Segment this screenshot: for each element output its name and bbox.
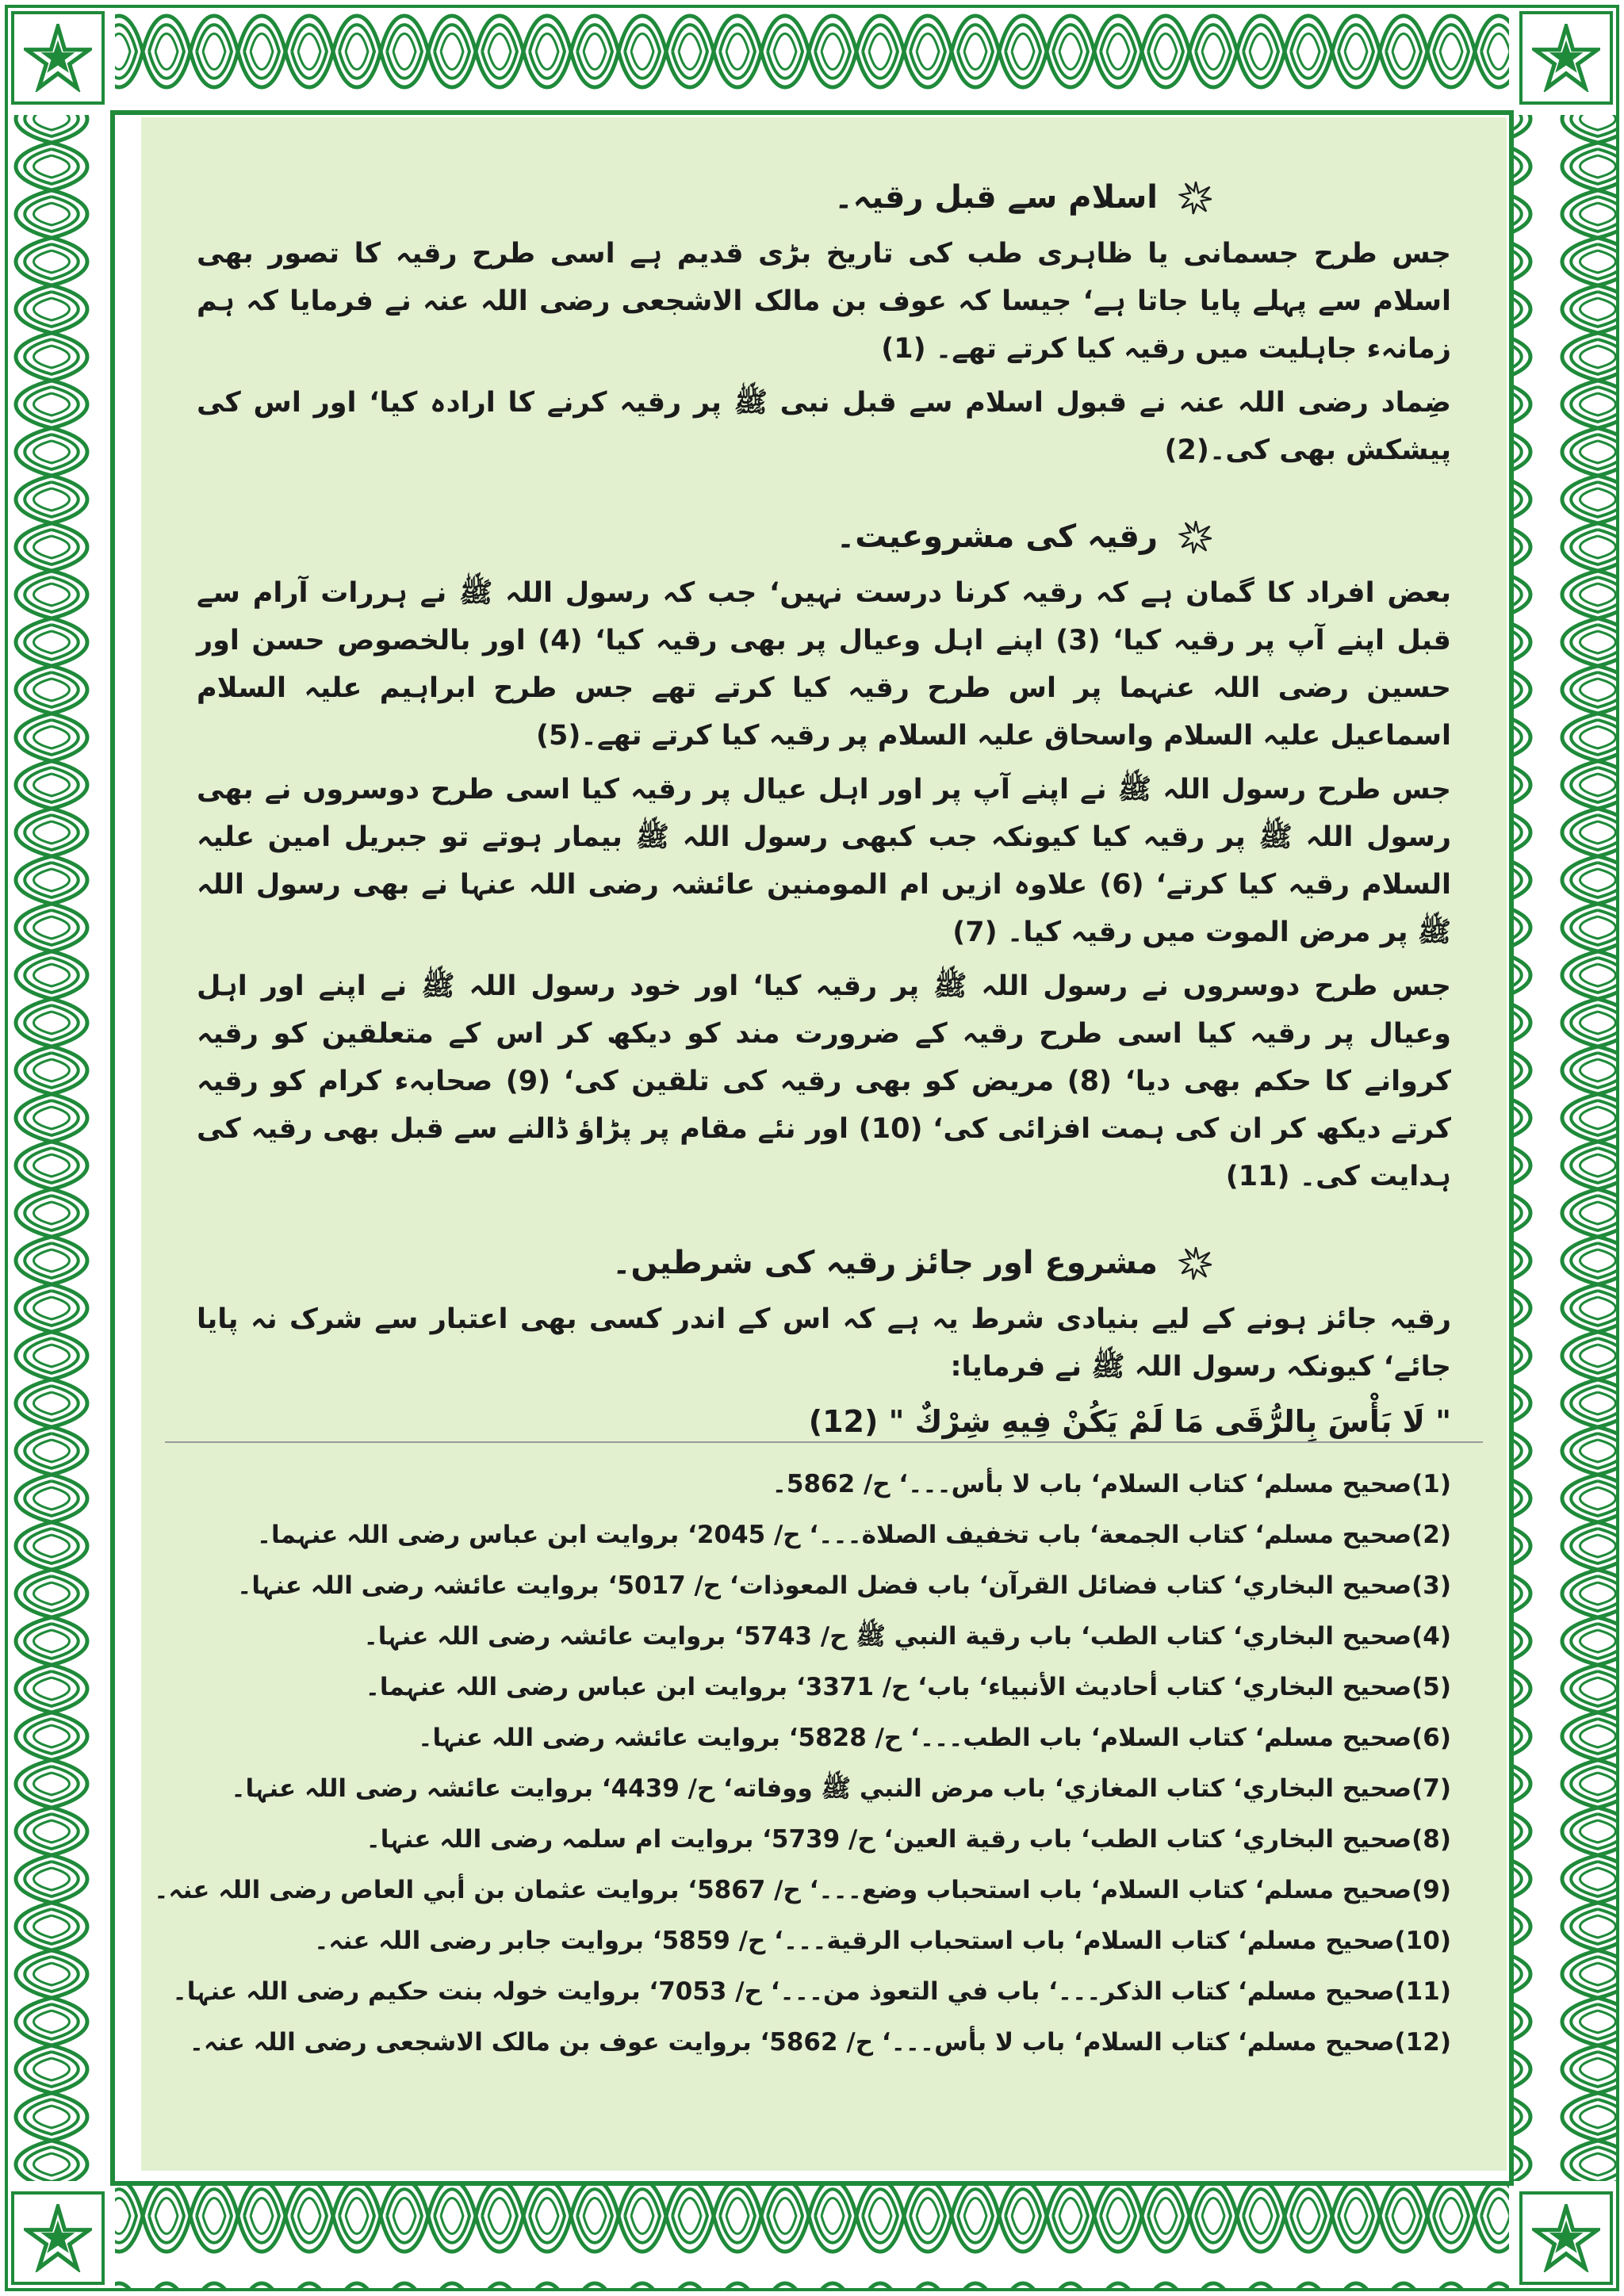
footnote-divider bbox=[165, 1441, 1483, 1443]
paragraph: جس طرح دوسروں نے رسول اللہ ﷺ پر رقیہ کیا‘ اور خود رسول اللہ ﷺ نے اپنے اور اہل وعیال پر رقیہ کیا اسی طرح رقیہ کے ضرورت مند کو دیکھ کر اس کے متعلقین کو رقیہ کروانے کا حکم بھی دیا‘ (8) مریض کو بھی رقیہ کی تلقین کی‘ (9) صحابہء کرام کو رقیہ کرتے دیکھ کر ان کی ہمت افزائی کی‘ (10) اور نئے مقام پر پڑاؤ ڈالنے سے قبل بھی رقیہ کی ہدایت کی۔ (11) bbox=[197, 970, 1451, 1192]
heading-text: اسلام سے قبل رقیہ۔ bbox=[834, 179, 1158, 216]
heading-text: مشروع اور جائز رقیہ کی شرطیں۔ bbox=[612, 1245, 1158, 1281]
sparkle-star-icon bbox=[1178, 1246, 1213, 1280]
section-heading bbox=[197, 519, 1213, 555]
reference-item bbox=[197, 1662, 1451, 1712]
reference-text: صحیح مسلم‘ کتاب الذکر۔۔۔‘ باب في التعوذ من۔۔۔‘ ح/ 7053‘ بروایت خولہ بنت حکیم رضی اللہ عنہا۔ bbox=[172, 1977, 1395, 2006]
reference-number: (3) bbox=[1411, 1571, 1451, 1600]
section-heading bbox=[197, 1245, 1213, 1281]
reference-number: (5) bbox=[1411, 1673, 1451, 1701]
reference-text: صحیح مسلم‘ کتاب السلام‘ باب الطب۔۔۔‘ ح/ 5828‘ بروایت عائشہ رضی اللہ عنہا۔ bbox=[418, 1724, 1412, 1752]
corner-star-icon bbox=[1519, 2191, 1613, 2285]
section-legitimacy bbox=[197, 519, 1451, 1200]
reference-text: صحیح مسلم‘ کتاب السلام‘ باب لا بأس۔۔۔‘ ح/ 5862۔ bbox=[772, 1470, 1412, 1498]
paragraph: بعض افراد کا گمان ہے کہ رقیہ کرنا درست نہیں‘ جب کہ رسول اللہ ﷺ نے ہررات آرام سے قبل اپنے آپ پر رقیہ کیا‘ (3) اپنے اہل وعیال پر بھی رقیہ کیا‘ (4) اور بالخصوص حسن اور حسین رضی اللہ عنہما پر اس طرح رقیہ کیا کرتے تھے جس طرح ابراہیم علیہ السلام اسماعیل علیہ السلام واسحاق علیہ السلام پر رقیہ کیا کرتے تھے۔(5) bbox=[197, 577, 1451, 752]
reference-number: (10) bbox=[1394, 1927, 1451, 1955]
reference-number: (8) bbox=[1411, 1825, 1451, 1854]
hadith-quote: " لَا بَأْسَ بِالرُّقَى مَا لَمْ يَكُنْ فِيهِ شِرْكٌ " (12) bbox=[808, 1404, 1451, 1439]
section-conditions bbox=[197, 1245, 1451, 1446]
reference-text: صحیح مسلم‘ کتاب السلام‘ باب لا بأس۔۔۔‘ ح/ 5862‘ بروایت عوف بن مالک الاشجعی رضی اللہ عنہ۔ bbox=[189, 2028, 1395, 2057]
corner-star-icon bbox=[11, 2191, 105, 2285]
reference-text: صحيح البخاري‘ كتاب فضائل القرآن‘ باب فضل المعوذات‘ ح/ 5017‘ بروایت عائشہ رضی اللہ عنہا۔ bbox=[237, 1571, 1412, 1600]
references-list bbox=[154, 1459, 1451, 2068]
reference-item bbox=[197, 1763, 1451, 1814]
reference-item bbox=[197, 1611, 1451, 1662]
section-pre-islam bbox=[197, 179, 1451, 474]
reference-number: (2) bbox=[1411, 1521, 1451, 1549]
reference-item bbox=[154, 1865, 1451, 1915]
reference-item bbox=[197, 1712, 1451, 1763]
reference-item bbox=[197, 1560, 1451, 1611]
reference-number: (6) bbox=[1411, 1724, 1451, 1752]
reference-text: صحيح البخاري‘ كتاب الطب‘ باب رقية النبي ﷺ ح/ 5743‘ بروایت عائشہ رضی اللہ عنہا۔ bbox=[363, 1622, 1412, 1651]
reference-text: صحیح مسلم‘ کتاب السلام‘ باب استحباب وضع۔۔۔‘ ح/ 5867‘ بروایت عثمان بن أبي العاص رضی اللہ عنہ۔ bbox=[154, 1876, 1412, 1904]
reference-number: (12) bbox=[1394, 2028, 1451, 2057]
reference-number: (4) bbox=[1411, 1622, 1451, 1651]
reference-text: صحيح البخاري‘ كتاب المغازي‘ باب مرض النبي ﷺ ووفاته‘ ح/ 4439‘ بروایت عائشہ رضی اللہ عنہا۔ bbox=[231, 1774, 1412, 1803]
content-panel bbox=[141, 117, 1507, 2171]
sparkle-star-icon bbox=[1178, 180, 1213, 215]
reference-item bbox=[197, 1510, 1451, 1560]
sparkle-star-icon bbox=[1178, 519, 1213, 554]
corner-star-icon bbox=[11, 11, 105, 105]
paragraph: جس طرح جسمانی یا ظاہری طب کی تاریخ بڑی قدیم ہے اسی طرح رقیہ کا تصور بھی اسلام سے پہلے پایا جاتا ہے‘ جیسا کہ عوف بن مالک الاشجعی رضی اللہ عنہ نے فرمایا کہ ہم زمانہء جاہلیت میں رقیہ کیا کرتے تھے۔ (1) bbox=[197, 238, 1451, 365]
paragraph: رقیہ جائز ہونے کے لیے بنیادی شرط یہ ہے کہ اس کے اندر کسی بھی اعتبار سے شرک نہ پایا جائے‘ کیونکہ رسول اللہ ﷺ نے فرمایا: bbox=[197, 1303, 1451, 1383]
corner-star-icon bbox=[1519, 11, 1613, 105]
paragraph: جس طرح رسول اللہ ﷺ نے اپنے آپ پر اور اہل عیال پر رقیہ کیا اسی طرح دوسروں نے بھی رسول اللہ ﷺ پر رقیہ کیا کیونکہ جب کبھی رسول اللہ ﷺ بیمار ہوتے تو جبریل امین علیہ السلام رقیہ کیا کرتے‘ (6) علاوہ ازیں ام المومنین عائشہ رضی اللہ عنہا نے بھی رسول اللہ ﷺ پر مرض الموت میں رقیہ کیا۔ (7) bbox=[197, 774, 1451, 948]
reference-item bbox=[197, 1814, 1451, 1865]
reference-number: (11) bbox=[1394, 1977, 1451, 2006]
reference-text: صحيح البخاري‘ كتاب الطب‘ باب رقية العين‘ ح/ 5739‘ بروایت ام سلمہ رضی اللہ عنہا۔ bbox=[366, 1825, 1412, 1854]
reference-item bbox=[172, 1966, 1451, 2017]
reference-text: صحيح البخاري‘ كتاب أحاديث الأنبياء‘ باب‘ ح/ 3371‘ بروایت ابن عباس رضی اللہ عنہما۔ bbox=[365, 1673, 1412, 1701]
reference-item bbox=[197, 1915, 1451, 1966]
reference-item bbox=[189, 2017, 1451, 2068]
reference-text: صحیح مسلم‘ کتاب الجمعة‘ باب تخفيف الصلاة۔۔۔‘ ح/ 2045‘ بروایت ابن عباس رضی اللہ عنہما۔ bbox=[256, 1521, 1412, 1549]
paragraph: ضِماد رضی اللہ عنہ نے قبول اسلام سے قبل نبی ﷺ پر رقیہ کرنے کا ارادہ کیا‘ اور اس کی پیشکش بھی کی۔(2) bbox=[197, 387, 1451, 466]
reference-number: (7) bbox=[1411, 1774, 1451, 1803]
reference-item bbox=[197, 1459, 1451, 1510]
reference-number: (9) bbox=[1411, 1876, 1451, 1904]
heading-text: رقیہ کی مشروعیت۔ bbox=[836, 519, 1158, 555]
reference-text: صحیح مسلم‘ کتاب السلام‘ باب استحباب الرقية۔۔۔‘ ح/ 5859‘ بروایت جابر رضی اللہ عنہ۔ bbox=[314, 1927, 1395, 1955]
reference-number: (1) bbox=[1411, 1470, 1451, 1498]
section-heading bbox=[197, 179, 1213, 216]
